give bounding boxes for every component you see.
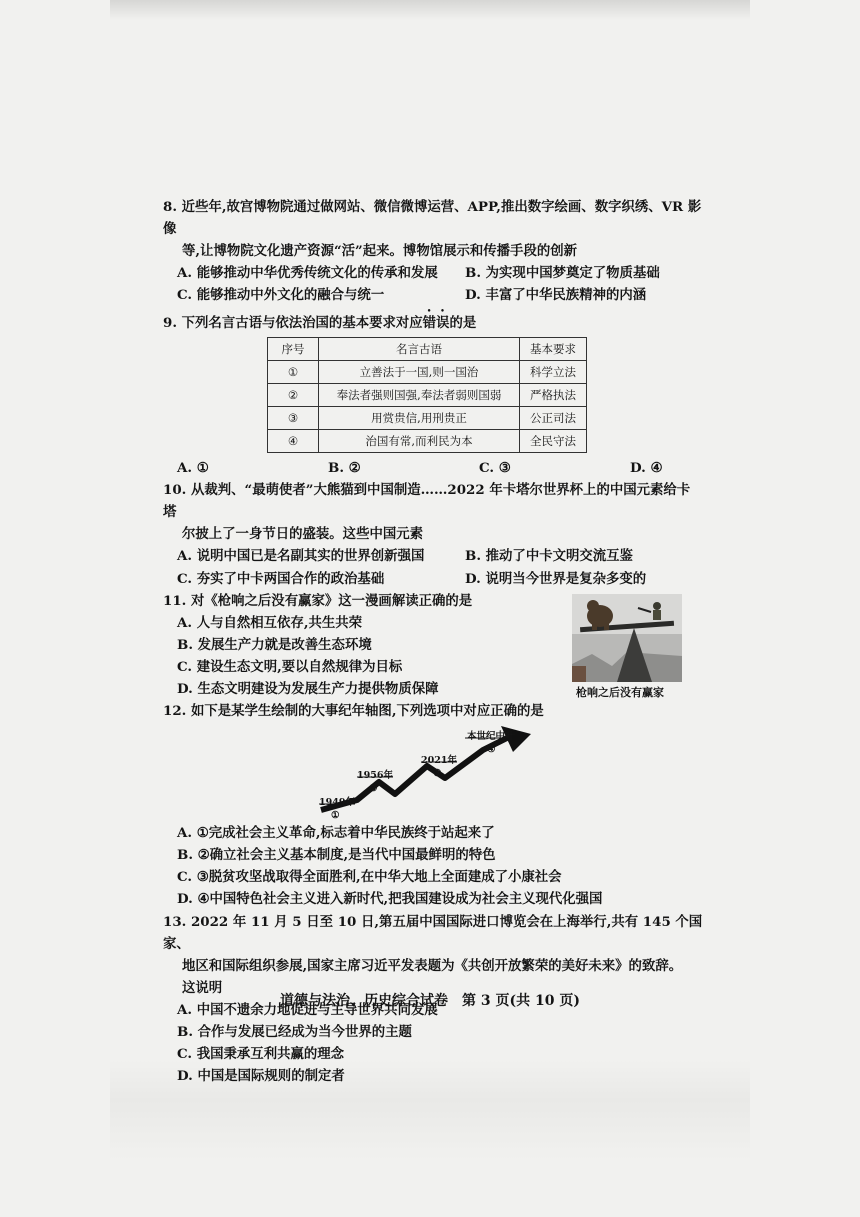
- table-cell: 立善法于一国,则一国治: [319, 360, 520, 383]
- option-d: D. 中国是国际规则的制定者: [177, 1068, 345, 1085]
- table-row: [268, 360, 587, 383]
- question-10-stem-line1: 10. 从裁判、“最萌使者”大熊猫到中国制造……2022 年卡塔尔世界杯上的中国元素给卡塔: [163, 482, 691, 521]
- table-header: 名言古语: [319, 337, 520, 360]
- option-c: C. ③: [479, 460, 511, 477]
- table-row: [268, 429, 587, 452]
- timeline-year-label: 1949年: [319, 797, 355, 809]
- timeline-year-label: 1956年: [357, 770, 393, 782]
- option-a: A. 人与自然相互依存,共生共荣: [177, 614, 363, 631]
- question-12-stem: 12. 如下是某学生绘制的大事纪年轴图,下列选项中对应正确的是: [163, 703, 544, 720]
- question-9-options: [163, 457, 703, 479]
- question-13-stem-line2: 地区和国际组织参展,国家主席习近平发表题为《共创开放繁荣的美好未来》的致辞。: [182, 957, 683, 974]
- table-cell: ②: [268, 383, 319, 406]
- timeline-year-label: 本世纪中叶: [467, 731, 515, 743]
- option-c: C. 建设生态文明,要以自然规律为目标: [177, 658, 403, 675]
- table-cell: ③: [268, 406, 319, 429]
- table-header-row: [268, 337, 587, 360]
- option-c: C. ③脱贫攻坚战取得全面胜利,在中华大地上全面建成了小康社会: [177, 869, 562, 886]
- cartoon-caption: 枪响之后没有赢家: [576, 685, 664, 699]
- question-8: [163, 196, 703, 306]
- timeline-marker: ④: [487, 744, 496, 756]
- table-cell: 严格执法: [520, 383, 587, 406]
- question-9: [163, 306, 703, 479]
- question-13-stem-line1: 13. 2022 年 11 月 5 日至 10 日,第五届中国国际进口博览会在上海举行,共有 145 个国家、: [163, 913, 703, 952]
- option-b: B. 推动了中卡文明交流互鉴: [465, 548, 633, 565]
- page-footer: 道德与法治、历史综合试卷 第 3 页(共 10 页): [280, 993, 580, 1009]
- table-cell: 用赏贵信,用刑贵正: [319, 406, 520, 429]
- table-row: [268, 406, 587, 429]
- emphasis-text: 错误: [422, 315, 450, 332]
- option-b: B. 为实现中国梦奠定了物质基础: [465, 265, 660, 282]
- stem-text: 9. 下列名言古语与依法治国的基本要求对应: [163, 315, 423, 332]
- scan-shadow-top: [110, 0, 750, 20]
- stem-text-end: 的是: [449, 315, 477, 332]
- option-a: A. 说明中国已是名副其实的世界创新强国: [177, 548, 425, 565]
- table-cell: ④: [268, 429, 319, 452]
- table-cell: 公正司法: [520, 406, 587, 429]
- table-cell: 全民守法: [520, 429, 587, 452]
- question-10-options-row1: [163, 545, 703, 567]
- table-header: 序号: [268, 337, 319, 360]
- question-8-stem-line2: 等,让博物院文化遗产资源“活”起来。博物馆展示和传播手段的创新: [182, 243, 578, 260]
- question-11: [163, 590, 703, 700]
- timeline-diagram: [317, 722, 557, 822]
- option-b: B. 合作与发展已经成为当今世界的主题: [177, 1024, 412, 1040]
- table-cell: 科学立法: [520, 360, 587, 383]
- question-8-options-row2: [163, 284, 703, 306]
- option-d: D. 生态文明建设为发展生产力提供物质保障: [177, 680, 439, 697]
- option-c: C. 能够推动中外文化的融合与统一: [177, 287, 385, 304]
- table-cell: ①: [268, 360, 319, 383]
- option-d: D. ④中国特色社会主义进入新时代,把我国建设成为社会主义现代化强国: [177, 891, 603, 908]
- question-10-stem-line2: 尔披上了一身节日的盛装。这些中国元素: [182, 526, 424, 543]
- table-cell: 奉法者强则国强,奉法者弱则国弱: [319, 383, 520, 406]
- option-a: A. ①: [177, 460, 209, 477]
- option-a: A. 中国不遗余力地促进与主导世界共同发展: [177, 1001, 438, 1018]
- question-9-stem: [163, 306, 703, 334]
- timeline-marker: ②: [369, 783, 378, 795]
- option-a: A. ①完成社会主义革命,标志着中华民族终于站起来了: [177, 825, 495, 842]
- question-8-options-row1: [163, 262, 703, 284]
- timeline-marker: ③: [433, 768, 442, 780]
- option-d: D. 说明当今世界是复杂多变的: [465, 570, 647, 587]
- option-c: C. 夯实了中卡两国合作的政治基础: [177, 570, 385, 587]
- option-b: B. ②: [328, 460, 361, 477]
- question-12: [163, 700, 703, 910]
- question-13-stem-line3: 这说明: [182, 979, 223, 996]
- option-c: C. 我国秉承互利共赢的理念: [177, 1046, 345, 1063]
- option-b: B. 发展生产力就是改善生态环境: [177, 636, 372, 653]
- question-11-stem: 11. 对《枪响之后没有赢家》这一漫画解读正确的是: [163, 592, 473, 609]
- table-header: 基本要求: [520, 337, 587, 360]
- timeline-year-label: 2021年: [421, 755, 457, 767]
- option-b: B. ②确立社会主义基本制度,是当代中国最鲜明的特色: [177, 847, 496, 864]
- question-8-stem-line1: 8. 近些年,故宫博物院通过做网站、微信微博运营、APP,推出数字绘画、数字织绣、VR 影像: [163, 199, 702, 238]
- option-a: A. 能够推动中华优秀传统文化的传承和发展: [177, 265, 438, 282]
- timeline-marker: ①: [331, 810, 340, 822]
- option-d: D. 丰富了中华民族精神的内涵: [465, 287, 647, 304]
- option-d: D. ④: [630, 460, 663, 477]
- cartoon-image: [572, 594, 682, 682]
- exam-content: [163, 196, 703, 1087]
- question-10-options-row2: [163, 568, 703, 590]
- table-cell: 治国有常,而利民为本: [319, 429, 520, 452]
- table-row: [268, 383, 587, 406]
- sayings-table: [267, 337, 587, 453]
- question-10: [163, 479, 703, 589]
